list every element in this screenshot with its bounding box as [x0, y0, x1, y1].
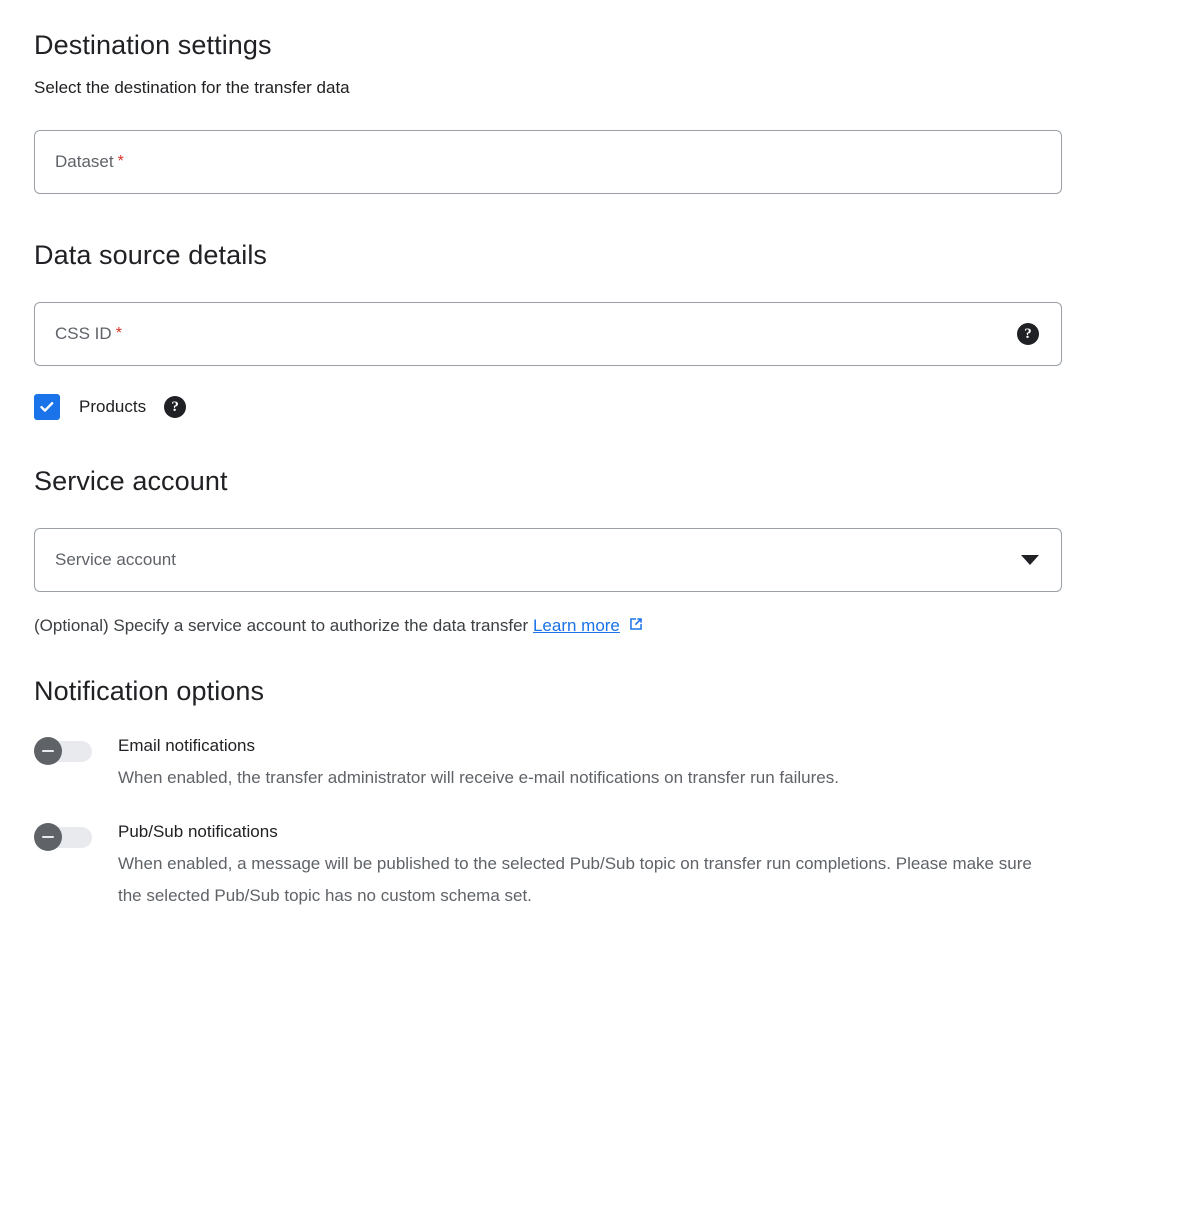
email-notifications-row[interactable] [34, 734, 1146, 794]
email-notifications-toggle[interactable] [34, 737, 92, 765]
help-icon[interactable]: ? [164, 396, 186, 418]
css-id-input-label: CSS ID [55, 324, 112, 343]
pubsub-notifications-row[interactable] [34, 820, 1146, 912]
pubsub-notifications-label: Pub/Sub notifications [118, 822, 278, 841]
email-notifications-description: When enabled, the transfer administrator will receive e-mail notifications on transfer run failures. [118, 768, 839, 787]
dataset-input-label: Dataset [55, 152, 114, 171]
products-checkbox[interactable] [34, 394, 60, 420]
css-id-required-mark: * [115, 325, 122, 342]
products-checkbox-label: Products [79, 397, 147, 416]
dataset-required-mark: * [117, 153, 124, 170]
chevron-down-icon[interactable] [1021, 555, 1039, 565]
email-notifications-label: Email notifications [118, 736, 256, 755]
pubsub-notifications-toggle[interactable] [34, 823, 92, 851]
learn-more-link[interactable]: Learn more [532, 616, 620, 635]
data-source-details-title: Data source details [34, 240, 268, 270]
notification-options-title: Notification options [34, 676, 265, 706]
service-account-title: Service account [34, 466, 228, 496]
dataset-input[interactable] [34, 130, 1062, 194]
service-account-hint-text: (Optional) Specify a service account to authorize the data transfer [34, 616, 529, 635]
service-account-select-label: Service account [55, 550, 176, 569]
css-id-input[interactable] [34, 302, 1062, 366]
destination-settings-title: Destination settings [34, 30, 272, 60]
pubsub-notifications-description: When enabled, a message will be published to the selected Pub/Sub topic on transfer run completions. Please make sure the selected Pub/Sub topic has no custom schema set. [118, 854, 1032, 905]
service-account-hint [34, 614, 1146, 640]
service-account-select[interactable] [34, 528, 1062, 592]
external-link-icon[interactable] [627, 615, 645, 640]
products-checkbox-row[interactable] [34, 394, 1146, 420]
destination-settings-subtitle: Select the destination for the transfer data [34, 78, 350, 97]
help-icon[interactable]: ? [1017, 323, 1039, 345]
